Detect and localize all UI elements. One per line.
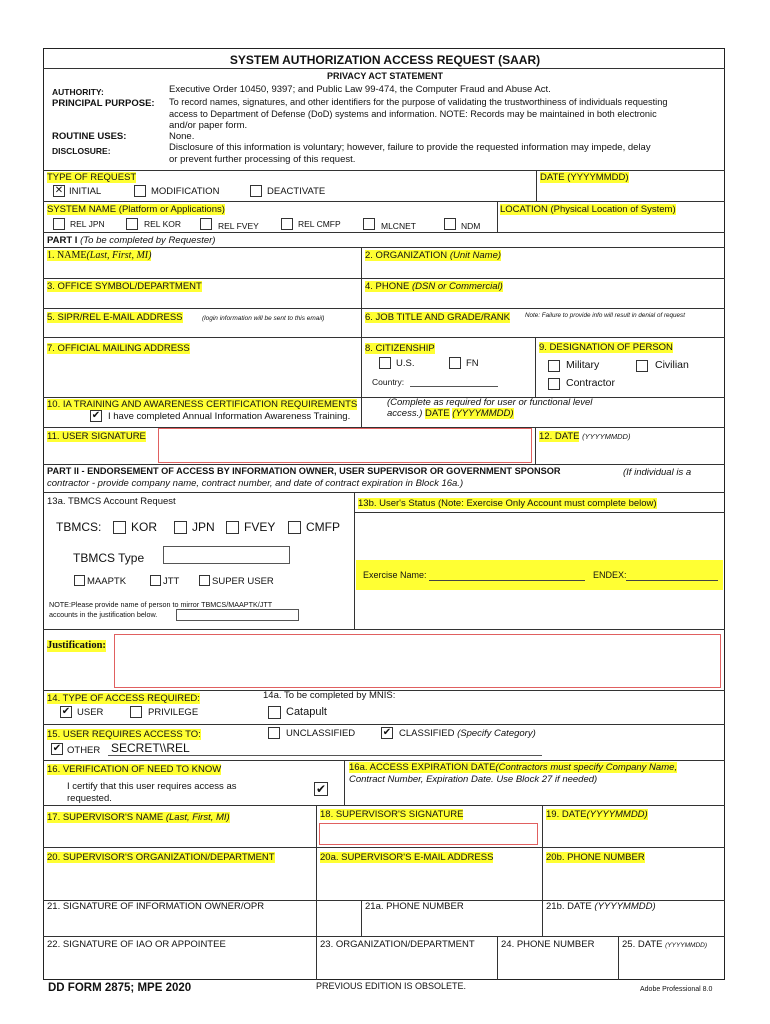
maaptk-checkbox[interactable] — [74, 575, 85, 586]
tbmcs-kor-checkbox[interactable] — [113, 521, 126, 534]
deactivate-label: DEACTIVATE — [267, 186, 326, 197]
tbmcs-jpn-checkbox[interactable] — [174, 521, 187, 534]
obsolete-notice: PREVIOUS EDITION IS OBSOLETE. — [316, 981, 467, 991]
user-status-label: 13b. User's Status (Note: Exercise Only Account must complete below) — [358, 498, 657, 509]
rel-fvey-checkbox[interactable] — [200, 218, 212, 230]
contractor-label: Contractor — [566, 377, 616, 389]
expiration-date-label: 16a. ACCESS EXPIRATION DATE(Contractors must specify Company Name, — [349, 762, 678, 773]
other-access-label: OTHER — [67, 745, 101, 756]
part2-note-1: (If individual is a — [623, 467, 692, 478]
supervisor-email-label: 20a. SUPERVISOR'S E-MAIL ADDRESS — [320, 852, 494, 863]
need-to-know-label: 16. VERIFICATION OF NEED TO KNOW — [47, 764, 222, 775]
owner-signature-label: 21. SIGNATURE OF INFORMATION OWNER/OPR — [47, 901, 265, 912]
request-date-label: DATE (YYYYMMDD) — [540, 172, 629, 183]
tbmcs-fvey-label: FVEY — [244, 520, 276, 534]
need-to-know-text-2: requested. — [67, 793, 112, 804]
super-user-label: SUPER USER — [212, 576, 274, 587]
supervisor-org-label: 20. SUPERVISOR'S ORGANIZATION/DEPARTMENT — [47, 852, 275, 863]
modification-checkbox[interactable] — [134, 185, 146, 197]
rel-fvey-label: REL FVEY — [218, 221, 259, 231]
organization-label: 2. ORGANIZATION (Unit Name) — [365, 250, 502, 261]
justification-field[interactable] — [114, 634, 721, 688]
tbmcs-kor-label: KOR — [131, 520, 158, 534]
mirror-note-1: NOTE:Please provide name of person to mirror TBMCS/MAAPTK/JTT — [49, 600, 273, 609]
need-to-know-text-1: I certify that this user requires access as — [67, 781, 237, 792]
country-label: Country: — [372, 377, 405, 387]
part2-heading: PART II - ENDORSEMENT OF ACCESS BY INFORMATION OWNER, USER SUPERVISOR OR GOVERNMENT SPONSOR — [47, 466, 561, 476]
job-title-label: 6. JOB TITLE AND GRADE/RANK — [365, 312, 511, 323]
tbmcs-request-label: 13a. TBMCS Account Request — [47, 496, 176, 507]
exercise-name-field[interactable] — [429, 580, 585, 581]
user-signature-field[interactable] — [158, 428, 532, 463]
rel-jpn-checkbox[interactable] — [53, 218, 65, 230]
other-access-checkbox[interactable]: ✔ — [52, 743, 62, 754]
purpose-line-3: and/or paper form. — [169, 120, 248, 131]
purpose-label: PRINCIPAL PURPOSE: — [52, 98, 155, 109]
iao-org-label: 23. ORGANIZATION/DEPARTMENT — [320, 939, 475, 950]
mnis-label: 14a. To be completed by MNIS: — [263, 690, 396, 701]
purpose-line-2: access to Department of Defense (DoD) systems and information. NOTE: Records may be maintained in both electronic — [169, 109, 657, 119]
other-access-value[interactable]: SECRET\\REL — [111, 741, 190, 755]
iao-date-label: 25. DATE (YYYYMMDD) — [622, 939, 708, 950]
modification-label: MODIFICATION — [151, 186, 220, 197]
requires-access-label: 15. USER REQUIRES ACCESS TO: — [47, 729, 201, 740]
unclassified-checkbox[interactable] — [268, 727, 280, 739]
catapult-label: Catapult — [286, 706, 327, 718]
supervisor-name-label: 17. SUPERVISOR'S NAME (Last, First, MI) — [47, 812, 230, 823]
designation-label: 9. DESIGNATION OF PERSON — [539, 342, 673, 353]
tbmcs-jpn-label: JPN — [192, 520, 215, 534]
purpose-line-1: To record names, signatures, and other identifiers for the purpose of validating the trustworthiness of individuals requesting — [169, 97, 668, 107]
need-to-know-checkbox[interactable]: ✔ — [315, 782, 327, 796]
us-citizen-label: U.S. — [396, 358, 415, 369]
part2-note-2: contractor - provide company name, contract number, and date of contract expiration in Block 16a.) — [47, 478, 464, 489]
form-title: SYSTEM AUTHORIZATION ACCESS REQUEST (SAAR) — [229, 53, 541, 67]
tbmcs-type-label: TBMCS Type — [73, 551, 145, 565]
system-name-label: SYSTEM NAME (Platform or Applications) — [47, 204, 225, 215]
disclosure-label: DISCLOSURE: — [52, 146, 111, 156]
jtt-label: JTT — [163, 576, 180, 587]
owner-phone-label: 21a. PHONE NUMBER — [365, 901, 464, 912]
user-signature-date-label: 12. DATE (YYYYMMDD) — [539, 431, 631, 442]
disclosure-line-2: or prevent further processing of this request. — [169, 154, 356, 165]
mlcnet-label: MLCNET — [381, 221, 416, 231]
owner-date-label: 21b. DATE (YYYYMMDD) — [546, 901, 656, 912]
justification-label: Justification: — [47, 640, 106, 651]
rel-kor-label: REL KOR — [144, 219, 182, 229]
rel-kor-checkbox[interactable] — [126, 218, 138, 230]
contractor-checkbox[interactable] — [548, 378, 560, 390]
initial-checkbox[interactable]: ✕ — [54, 185, 64, 196]
supervisor-phone-label: 20b. PHONE NUMBER — [546, 852, 645, 863]
rel-cmfp-checkbox[interactable] — [281, 218, 293, 230]
email-label: 5. SIPR/REL E-MAIL ADDRESS — [47, 312, 183, 323]
super-user-checkbox[interactable] — [199, 575, 210, 586]
supervisor-signature-field[interactable] — [319, 823, 538, 845]
military-label: Military — [566, 359, 600, 371]
routine-label: ROUTINE USES: — [52, 131, 127, 142]
email-note: (login information will be sent to this email) — [202, 315, 325, 322]
classified-checkbox[interactable]: ✔ — [382, 727, 392, 738]
citizenship-label: 8. CITIZENSHIP — [365, 343, 435, 354]
access-type-label: 14. TYPE OF ACCESS REQUIRED: — [47, 693, 200, 704]
user-access-checkbox[interactable]: ✔ — [61, 706, 71, 717]
request-type-label: TYPE OF REQUEST — [47, 172, 137, 183]
supervisor-signature-label: 18. SUPERVISOR'S SIGNATURE — [320, 809, 464, 820]
user-access-label: USER — [77, 707, 104, 718]
privacy-heading: PRIVACY ACT STATEMENT — [326, 71, 443, 81]
tbmcs-type-field[interactable] — [163, 546, 290, 564]
fn-citizen-label: FN — [466, 358, 479, 369]
deactivate-checkbox[interactable] — [250, 185, 262, 197]
name-label: 1. NAME(Last, First, MI) — [47, 250, 152, 261]
classified-label: CLASSIFIED (Specify Category) — [399, 728, 536, 739]
mirror-note-2: accounts in the justification below. — [49, 610, 158, 619]
supervisor-date-label: 19. DATE(YYYYMMDD) — [546, 809, 648, 820]
tbmcs-cmfp-label: CMFP — [306, 520, 340, 534]
phone-label: 4. PHONE (DSN or Commercial) — [365, 281, 503, 292]
authority-label: AUTHORITY: — [52, 87, 104, 97]
exercise-name-label: Exercise Name: — [363, 570, 427, 580]
privilege-access-checkbox[interactable] — [130, 706, 142, 718]
expiration-date-note: Contract Number, Expiration Date. Use Block 27 if needed) — [349, 774, 598, 785]
location-label: LOCATION (Physical Location of System) — [500, 204, 676, 215]
tbmcs-cmfp-checkbox[interactable] — [288, 521, 301, 534]
maaptk-label: MAAPTK — [87, 576, 127, 587]
jtt-checkbox[interactable] — [150, 575, 161, 586]
endex-field[interactable] — [626, 580, 718, 581]
ia-training-note-1: (Complete as required for user or functional level — [387, 397, 593, 408]
software-note: Adobe Professional 8.0 — [640, 986, 713, 993]
user-signature-label: 11. USER SIGNATURE — [47, 431, 146, 442]
mirror-name-field[interactable] — [176, 609, 299, 621]
unclassified-label: UNCLASSIFIED — [286, 728, 356, 739]
part1-heading: PART I (To be completed by Requester) — [47, 235, 216, 246]
authority-text: Executive Order 10450, 9397; and Public Law 99-474, the Computer Fraud and Abuse Act. — [169, 84, 551, 95]
mailing-address-label: 7. OFFICIAL MAILING ADDRESS — [47, 343, 190, 354]
rel-cmfp-label: REL CMFP — [298, 219, 341, 229]
us-citizen-checkbox[interactable] — [379, 357, 391, 369]
ndm-label: NDM — [461, 221, 481, 231]
form-id: DD FORM 2875; MPE 2020 — [48, 982, 192, 994]
initial-label: INITIAL — [69, 186, 102, 197]
fn-citizen-checkbox[interactable] — [449, 357, 461, 369]
tbmcs-label: TBMCS: — [56, 520, 102, 534]
military-checkbox[interactable] — [548, 360, 560, 372]
mlcnet-checkbox[interactable] — [363, 218, 375, 230]
iao-phone-label: 24. PHONE NUMBER — [501, 939, 595, 950]
civilian-label: Civilian — [655, 359, 689, 371]
privilege-access-label: PRIVILEGE — [148, 707, 199, 718]
office-symbol-label: 3. OFFICE SYMBOL/DEPARTMENT — [47, 281, 202, 292]
ia-training-checkbox[interactable]: ✔ — [91, 410, 101, 421]
ia-training-label: 10. IA TRAINING AND AWARENESS CERTIFICATION REQUIREMENTS — [47, 399, 358, 410]
ia-training-note-2: access.) DATE (YYYYMMDD) — [387, 408, 514, 419]
endex-label: ENDEX: — [593, 570, 627, 580]
civilian-checkbox[interactable] — [636, 360, 648, 372]
iao-signature-label: 22. SIGNATURE OF IAO OR APPOINTEE — [47, 939, 226, 950]
ia-training-text: I have completed Annual Information Awareness Training. — [108, 411, 351, 422]
tbmcs-fvey-checkbox[interactable] — [226, 521, 239, 534]
catapult-checkbox[interactable] — [268, 706, 281, 719]
rel-jpn-label: REL JPN — [70, 219, 105, 229]
ndm-checkbox[interactable] — [444, 218, 456, 230]
job-title-note: Note: Failure to provide info will result in denial of request — [525, 312, 685, 319]
country-field[interactable] — [410, 386, 498, 387]
routine-text: None. — [169, 131, 195, 142]
disclosure-line-1: Disclosure of this information is voluntary; however, failure to provide the requested information may impede, delay — [169, 142, 651, 153]
